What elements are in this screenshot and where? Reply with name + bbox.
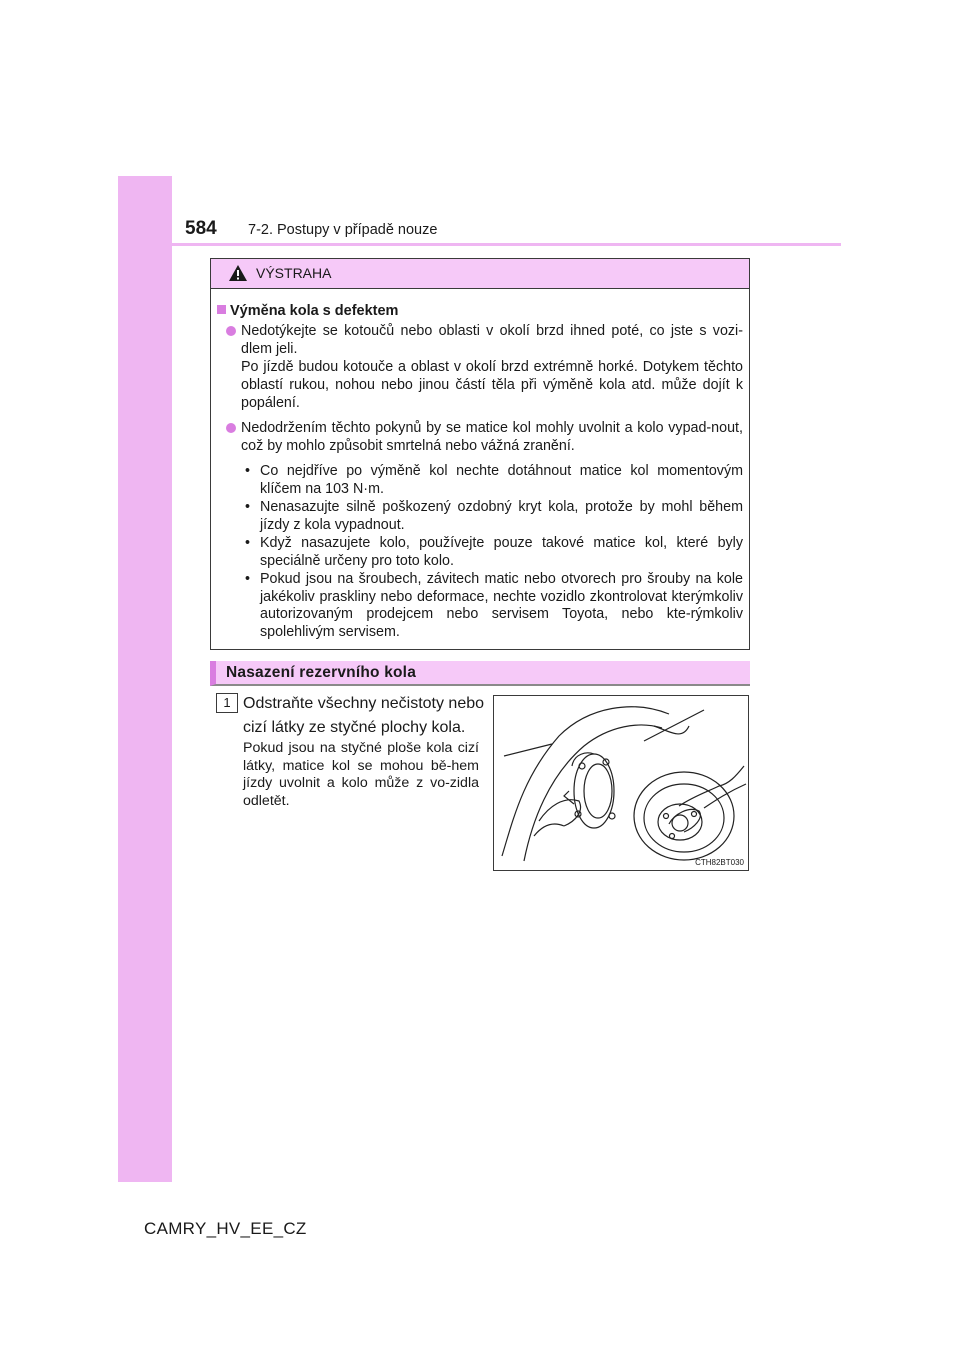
bullet-marker: • [245,499,251,515]
warning-header [211,259,749,289]
warning-box [210,258,750,650]
warning-label: VÝSTRAHA [256,265,332,281]
warning-point [217,322,743,412]
section-heading-text: Nasazení rezervního kola [226,664,417,681]
list-item-text: Když nasazujete kolo, používejte pouze takové matice kol, které byly speciálně určeny pro toto kolo. [260,535,743,569]
bullet-marker: • [245,535,251,551]
illustration-code: CTH82BT030 [695,858,744,867]
wheel-hub-drawing [494,696,748,870]
bullet-marker: • [245,463,251,479]
list-item [241,463,743,498]
warning-body [211,289,749,641]
warning-subheading [217,303,743,319]
warning-subheading-text: Výměna kola s defektem [230,303,399,319]
page-number: 584 [185,218,217,239]
warning-triangle-icon [228,264,248,282]
bullet-marker: • [245,571,251,587]
list-item [241,499,743,534]
list-item [241,535,743,570]
circle-bullet-icon [226,326,236,336]
header-rule [118,243,841,246]
step-description: Pokud jsou na styčné ploše kola cizí látky, matice kol se mohou bě-hem jízdy uvolnit a kolo může z vo-zidla odletět. [243,740,479,809]
warning-point [217,419,743,455]
step-number: 1 [216,693,238,713]
footer-model-code: CAMRY_HV_EE_CZ [144,1219,307,1238]
warning-point-text: Nedotýkejte se kotoučů nebo oblasti v okolí brzd ihned poté, co jste s vozi-dlem jeli. [241,323,743,357]
section-heading [210,661,750,686]
chapter-title: 7-2. Postupy v případě nouze [248,222,438,238]
side-tab-bar [118,176,172,1182]
warning-bullet-list [217,463,743,641]
warning-point-text: Po jízdě budou kotouče a oblast v okolí brzd extrémně horké. Dotykem těchto oblastí rukou, nohou nebo jinou částí těla při výměně kola atd. může dojít k popálení. [241,359,743,411]
circle-bullet-icon [226,423,236,433]
step-title: Odstraňte všechny nečistoty nebo cizí látky ze styčné plochy kola. [243,695,485,736]
list-item-text: Nenasazujte silně poškozený ozdobný kryt kola, protože by mohl během jízdy z kola vypadnout. [260,499,743,533]
square-bullet-icon [217,305,226,314]
warning-point-text: Nedodržením těchto pokynů by se matice kol mohly uvolnit a kolo vypad-nout, což by mohlo způsobit smrtelná nebo vážná zranění. [241,420,743,454]
list-item-text: Co nejdříve po výměně kol nechte dotáhnout matice kol momentovým klíčem na 103 N·m. [260,463,743,497]
wheel-cleaning-illustration [493,695,749,871]
list-item-text: Pokud jsou na šroubech, závitech matic nebo otvorech pro šrouby na kole jakékoliv praskliny nebo deformace, nechte vozidlo zkontrolovat kterýmkoliv autorizovaným prodejcem nebo servisem Toyota, nebo kte-rýmkoliv spolehlivým servisem. [260,571,743,640]
list-item [241,571,743,641]
